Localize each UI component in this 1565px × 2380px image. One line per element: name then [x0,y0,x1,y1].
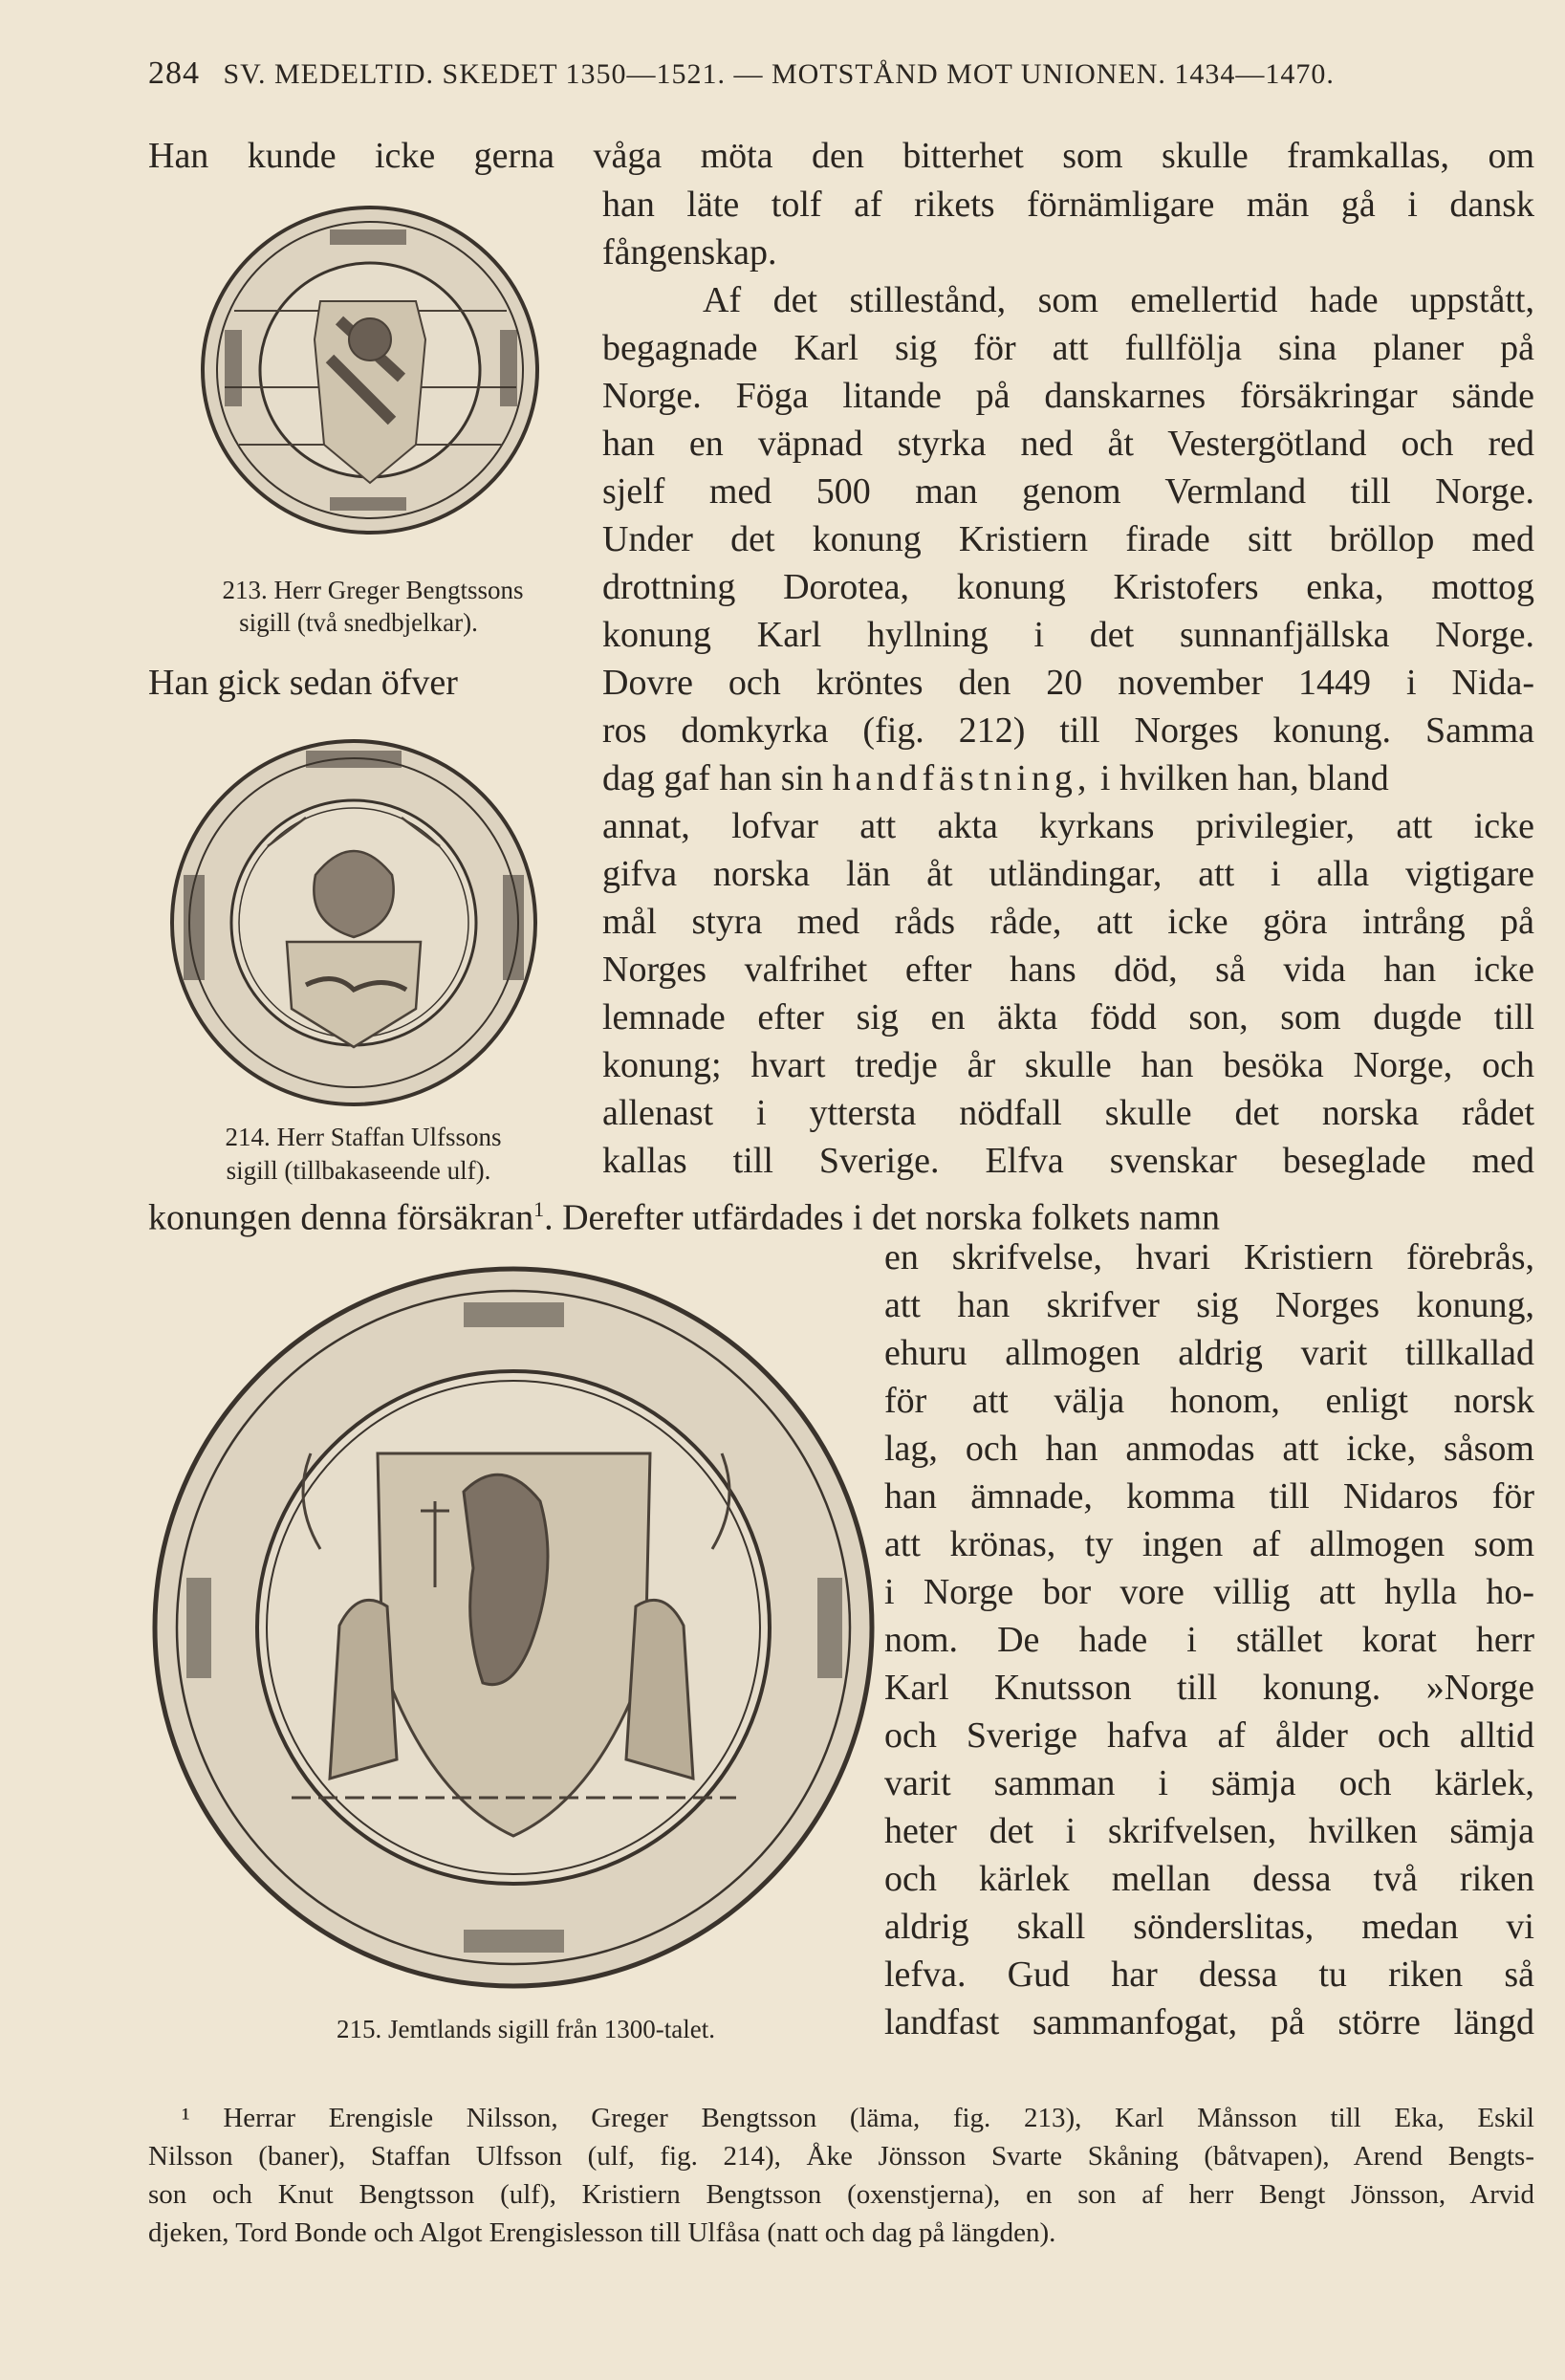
text-line: varit samman i sämja och kärlek, [884,1763,1534,1803]
text-line: gifva norska län åt utländingar, att i alla vigtigare [602,854,1534,894]
text-span: dag gaf han sin [602,758,824,798]
text-line [602,754,1534,802]
text-line: allenast i yttersta nödfall skulle det norska rådet [602,1093,1534,1133]
text-line: Under det konung Kristiern firade sitt bröllop med [602,519,1534,559]
text-line: sjelf med 500 man genom Vermland till Norge. [602,471,1534,512]
text-line: Han kunde icke gerna våga möta den bitterhet som skulle framkallas, om [148,136,1534,176]
seal-214-staffan-ulfsson [163,731,545,1114]
text-line: begagnade Karl sig för att fullfölja sina planer på [602,328,1534,368]
text-line: mål styra med råds råde, att icke göra intrång på [602,902,1534,942]
emphasized-term: handfästning, [832,758,1092,798]
text-line: och kärlek mellan dessa två riken [884,1859,1534,1899]
text-line: lefva. Gud har dessa tu riken så [884,1954,1534,1995]
text-line: ehuru allmogen aldrig varit tillkallad [884,1333,1534,1373]
text-span: konungen denna försäkran [148,1197,534,1238]
text-line: att krönas, ty ingen af allmogen som [884,1524,1534,1564]
text-span: i hvilken han, bland [1099,758,1389,798]
text-line: han läte tolf af rikets förnämligare män gå i dansk [602,185,1534,225]
footnote-line: Nilsson (baner), Staffan Ulfsson (ulf, fig. 214), Åke Jönsson Svarte Skåning (båtvapen), Arend Bengts- [148,2141,1534,2172]
text-span: . Derefter utfärdades i det norska folkets namn [544,1197,1221,1238]
text-line: konung Karl hyllning i det sunnanfjällska Norge. [602,615,1534,655]
text-line: Norge. Föga litande på danskarnes försäkringar sände [602,376,1534,416]
text-line: i Norge bor vore villig att hylla ho- [884,1572,1534,1612]
text-line: en skrifvelse, hvari Kristiern förebrås, [884,1237,1534,1277]
text-line: att han skrifver sig Norges konung, [884,1285,1534,1325]
footnote-line: ¹ Herrar Erengisle Nilsson, Greger Bengtsson (läma, fig. 213), Karl Månsson till Eka, Eskil [182,2103,1534,2133]
text-line: Dovre och kröntes den 20 november 1449 i Nida- [602,663,1534,703]
figure-caption-214: 214. Herr Staffan Ulfssons [225,1123,502,1151]
text-line: Karl Knutsson till konung. »Norge [884,1668,1534,1708]
figure-caption-215: 215. Jemtlands sigill från 1300-talet. [337,2015,715,2043]
text-line: Af det stillestånd, som emellertid hade uppstått, [703,280,1534,320]
running-header [148,55,1534,92]
text-line: konung; hvart tredje år skulle han besöka Norge, och [602,1045,1534,1085]
text-line: han ämnade, komma till Nidaros för [884,1476,1534,1517]
text-line: annat, lofvar att akta kyrkans privilegier, att icke [602,806,1534,846]
text-line: han en väpnad styrka ned åt Vestergötland och red [602,424,1534,464]
figure-caption-213: 213. Herr Greger Bengtssons [222,576,524,604]
text-line: landfast sammanfogat, på större längd [884,2002,1534,2042]
text-line: drottning Dorotea, konung Kristofers enka, mottog [602,567,1534,607]
footnote-line: djeken, Tord Bonde och Algot Erengislesson till Ulfåsa (natt och dag på längden). [148,2217,1056,2248]
page-number: 284 [148,55,200,91]
footnote-marker[interactable]: 1 [533,1197,545,1221]
text-line: ros domkyrka (fig. 212) till Norges konung. Samma [602,710,1534,751]
footnote-line: son och Knut Bengtsson (ulf), Kristiern Bengtsson (oxenstjerna), en son af herr Bengt Jönsson, Arvid [148,2179,1534,2210]
text-line: aldrig skall sönderslitas, medan vi [884,1907,1534,1947]
text-line: heter det i skrifvelsen, hvilken sämja [884,1811,1534,1851]
text-line: och Sverige hafva af ålder och alltid [884,1715,1534,1756]
running-title: SV. MEDELTID. SKEDET 1350—1521. — MOTSTÅND MOT UNIONEN. 1434—1470. [223,58,1335,90]
figure-caption-213-line2: sigill (två snedbjelkar). [239,608,478,637]
text-line: Norges valfrihet efter hans död, så vida han icke [602,950,1534,990]
text-line: för att välja honom, enligt norsk [884,1381,1534,1421]
text-line: kallas till Sverige. Elfva svenskar beseglade med [602,1141,1534,1181]
text-line: Han gick sedan öfver [148,663,458,703]
text-line: fångenskap. [602,232,777,273]
text-line: lag, och han anmodas att icke, såsom [884,1429,1534,1469]
seal-213-greger-bengtsson [196,196,545,545]
text-line: lemnade efter sig en äkta född son, som dugde till [602,997,1534,1037]
text-line: nom. De hade i stället korat herr [884,1620,1534,1660]
seal-215-jemtland [148,1262,880,1994]
figure-caption-214-line2: sigill (tillbakaseende ulf). [226,1156,491,1185]
